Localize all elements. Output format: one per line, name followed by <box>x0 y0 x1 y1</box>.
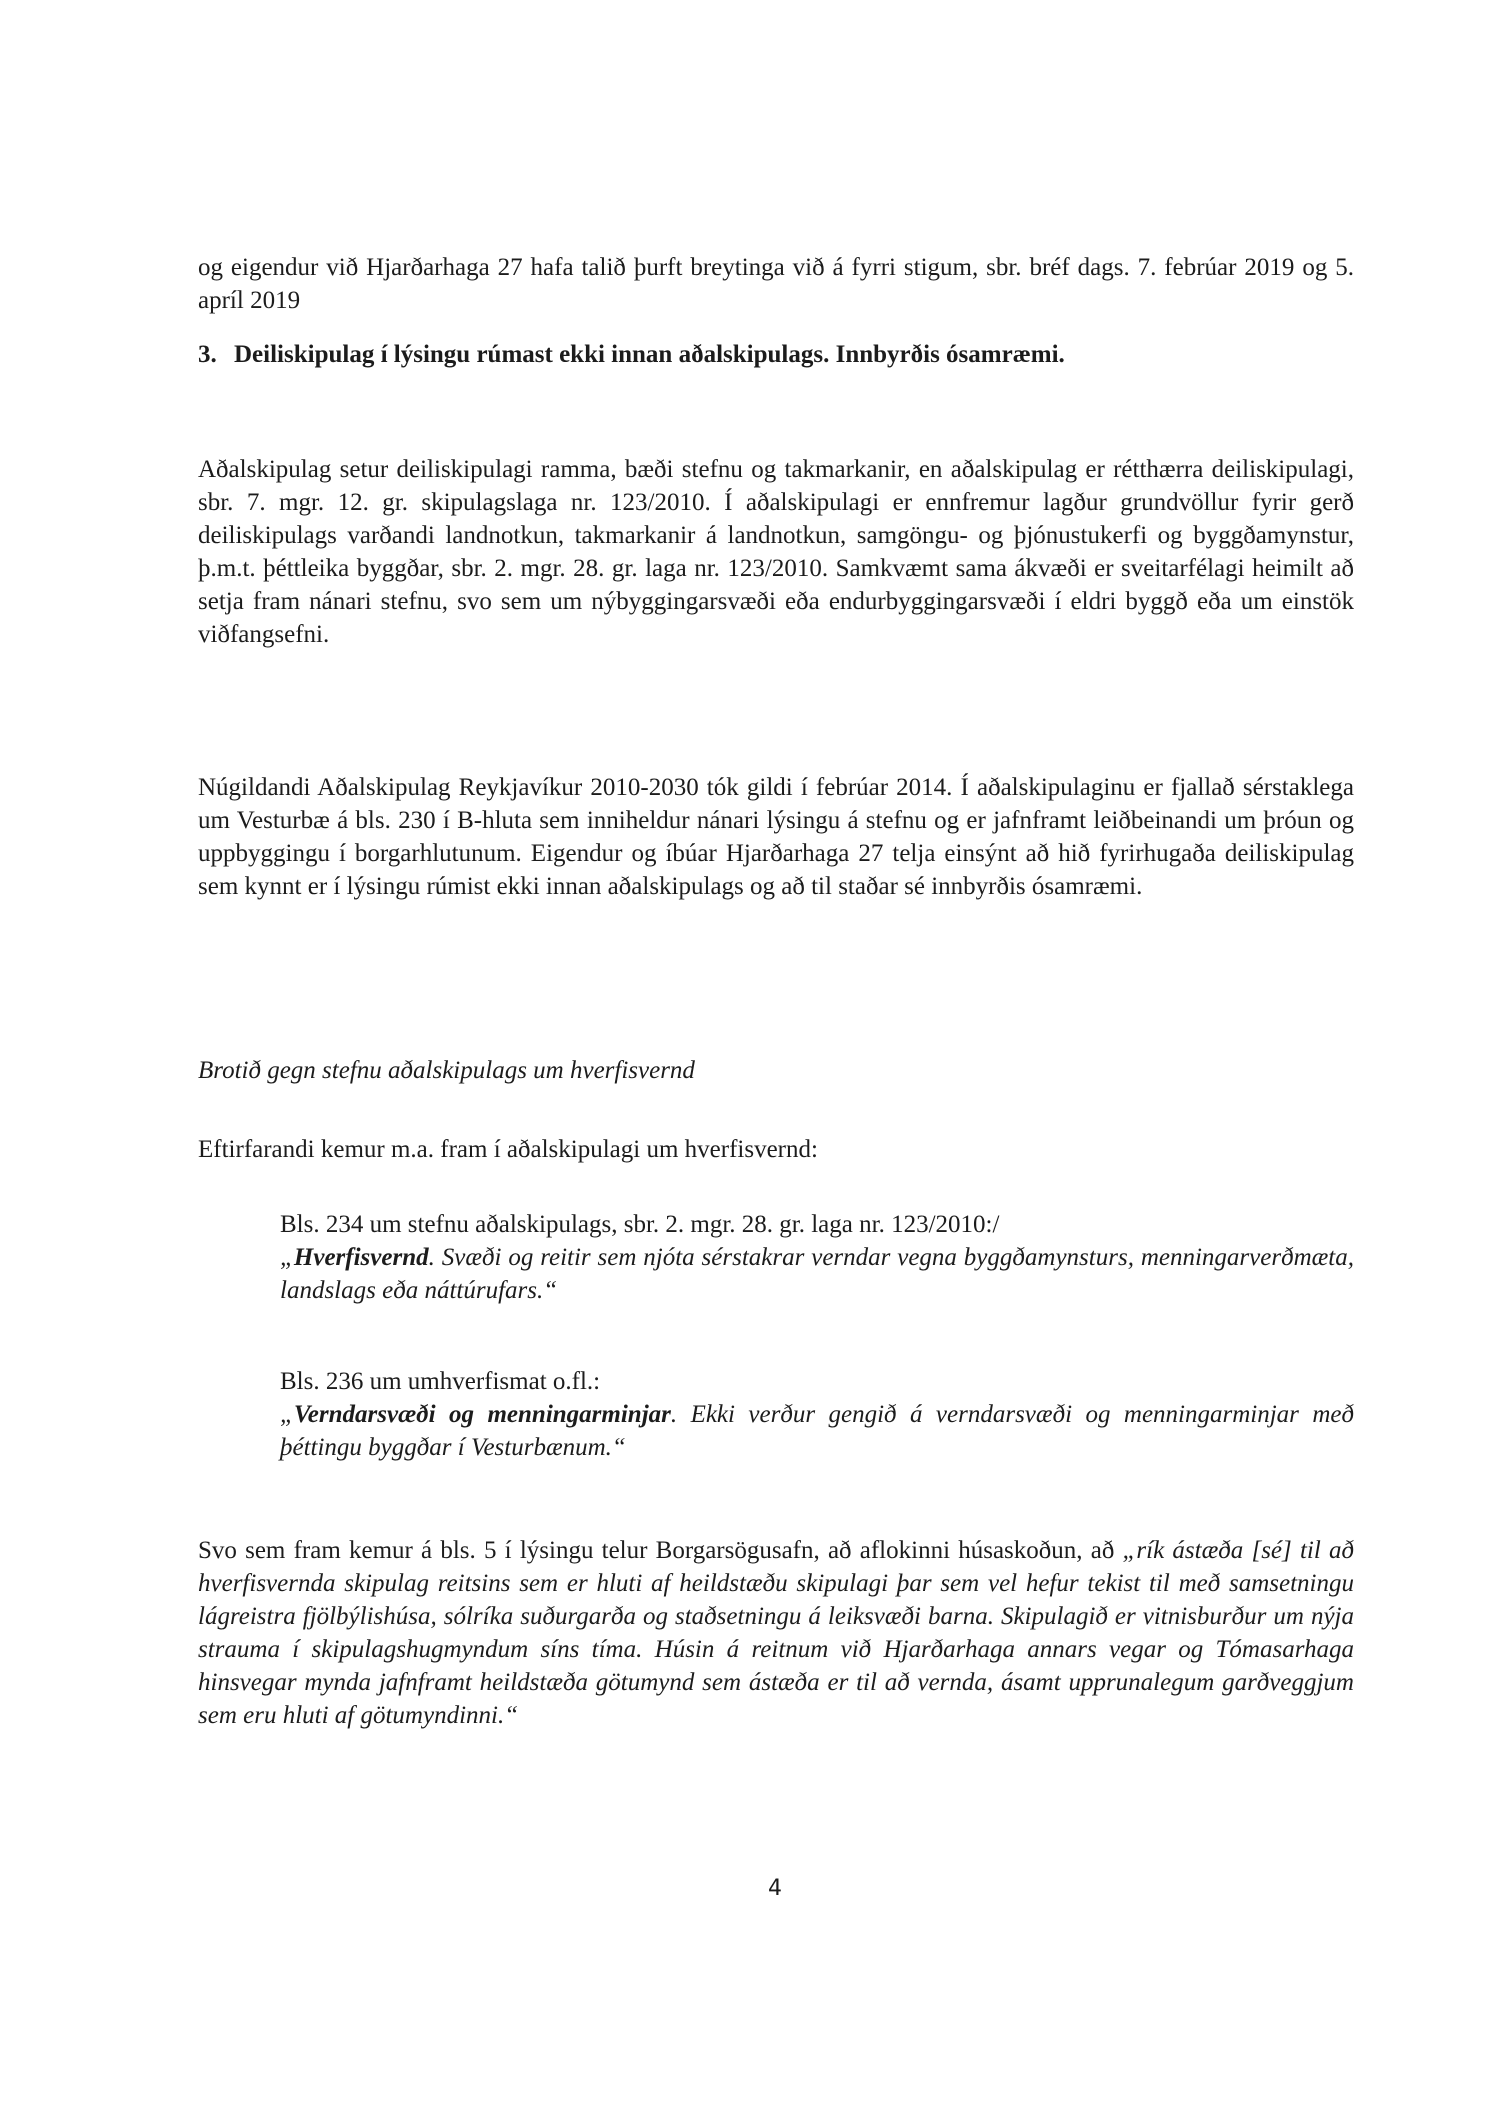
quote-2-term: Verndarsvæði og menningarminjar <box>293 1401 671 1428</box>
quote-1-body: . Svæði og reitir sem njóta sérstakrar verndar vegna byggðamynsturs, menningarverðmæta, landslags eða náttúrufars.“ <box>280 1244 1354 1304</box>
quote-1-text <box>280 1241 1354 1307</box>
quote-2-source: Bls. 236 um umhverfismat o.fl.: <box>280 1368 601 1395</box>
quote-mark: „ <box>280 1401 294 1428</box>
page-number: 4 <box>768 1876 782 1901</box>
paragraph-3-quote: „rík ástæða [sé] til að hverfisvernda skipulag reitsins sem er hluti af heildstæðu skipulagi þar sem vel hefur tekist til með samsetningu lágreistra fjölbýlishúsa, sólríka suðurgarða og staðsetningu á leiksvæði barna. Skipulagið er vitnisburður um nýja strauma í skipulagshugmyndum síns tíma. Húsin á reitnum við Hjarðarhaga annars vegar og Tómasarhaga hinsvegar mynda jafnframt heildstæða götumynd sem ástæða er til að vernda, ásamt upprunalegum garðveggjum sem eru hluti af götumyndinni.“ <box>198 1537 1354 1729</box>
intro-paragraph: Eftirfarandi kemur m.a. fram í aðalskipulagi um hverfisvernd: <box>198 1136 818 1163</box>
section-title: Deiliskipulag í lýsingu rúmast ekki innan aðalskipulags. Innbyrðis ósamræmi. <box>234 341 1065 368</box>
paragraph-1: Aðalskipulag setur deiliskipulagi ramma, bæði stefnu og takmarkanir, en aðalskipulag er rétthærra deiliskipulagi, sbr. 7. mgr. 12. gr. skipulagslaga nr. 123/2010. Í aðalskipulagi er ennfremur lagður grundvöllur fyrir gerð deiliskipulags varðandi landnotkun, takmarkanir á landnotkun, samgöngu- og þjónustukerfi og byggðamynstur, þ.m.t. þéttleika byggðar, sbr. 2. mgr. 28. gr. laga nr. 123/2010. Samkvæmt sama ákvæði er sveitarfélagi heimilt að setja fram nánari stefnu, svo sem um nýbyggingarsvæði eða endurbyggingarsvæði í eldri byggð eða um einstök viðfangsefni. <box>198 456 1354 648</box>
quote-1-source: Bls. 234 um stefnu aðalskipulags, sbr. 2. mgr. 28. gr. laga nr. 123/2010:/ <box>280 1211 1000 1238</box>
section-heading <box>198 338 1354 371</box>
continuation-paragraph: og eigendur við Hjarðarhaga 27 hafa talið þurft breytinga við á fyrri stigum, sbr. bréf dags. 7. febrúar 2019 og 5. apríl 2019 <box>198 254 1354 314</box>
quote-mark: „ <box>280 1244 294 1271</box>
quote-1-term: Hverfisvernd <box>293 1244 429 1271</box>
paragraph-3-lead: Svo sem fram kemur á bls. 5 í lýsingu telur Borgarsögusafn, að aflokinni húsaskoðun, að <box>198 1537 1123 1564</box>
quote-2-body: . Ekki verður gengið á verndarsvæði og menningarminjar með þéttingu byggðar í Vesturbænum.“ <box>280 1401 1354 1461</box>
subheading: Brotið gegn stefnu aðalskipulags um hverfisvernd <box>198 1057 695 1084</box>
section-number: 3. <box>198 341 217 368</box>
quote-block-1 <box>280 1208 1354 1307</box>
paragraph-2: Núgildandi Aðalskipulag Reykjavíkur 2010-2030 tók gildi í febrúar 2014. Í aðalskipulaginu er fjallað sérstaklega um Vesturbæ á bls. 230 í B-hluta sem inniheldur nánari lýsingu á stefnu og er jafnframt leiðbeinandi um þróun og uppbyggingu í borgarhlutunum. Eigendur og íbúar Hjarðarhaga 27 telja einsýnt að hið fyrirhugaða deiliskipulag sem kynnt er í lýsingu rúmist ekki innan aðalskipulags og að til staðar sé innbyrðis ósamræmi. <box>198 774 1354 900</box>
quote-block-2 <box>280 1365 1354 1464</box>
quote-2-text <box>280 1398 1354 1464</box>
paragraph-3 <box>198 1534 1354 1732</box>
